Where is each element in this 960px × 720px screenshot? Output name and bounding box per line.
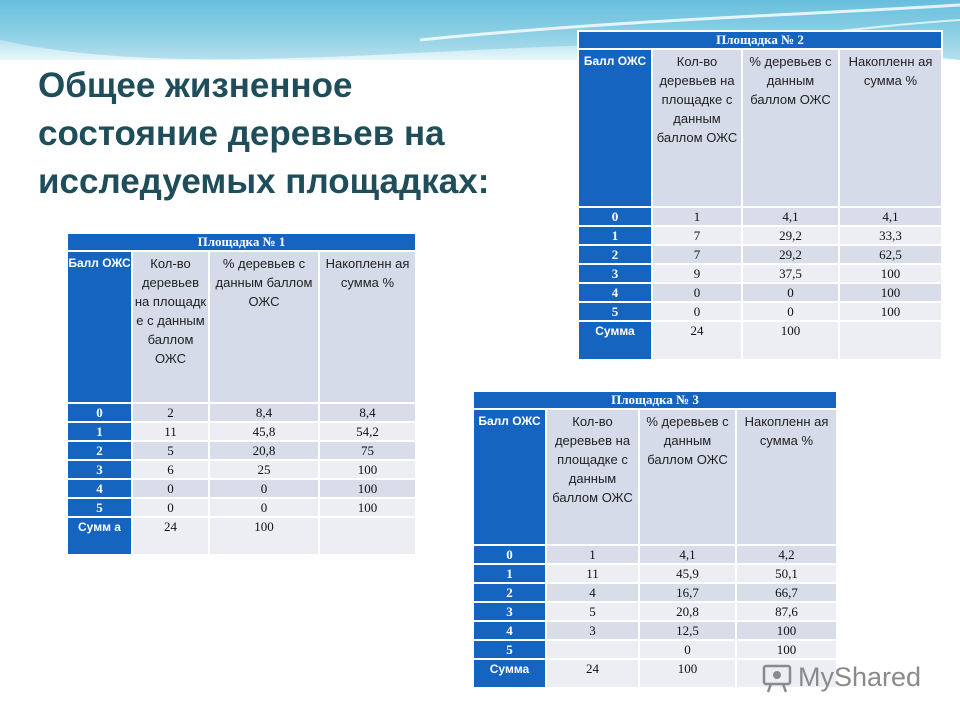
table-row <box>474 546 836 563</box>
table-row <box>68 480 415 497</box>
score-cell: 2 <box>474 584 545 601</box>
plot-2-table <box>577 30 943 361</box>
percent-cell: 45,9 <box>640 565 735 582</box>
percent-cell: 29,2 <box>743 227 838 244</box>
table-row <box>474 565 836 582</box>
cumulative-cell: 4,1 <box>840 208 941 225</box>
percent-cell: 4,1 <box>640 546 735 563</box>
cumulative-cell: 66,7 <box>737 584 836 601</box>
count-cell: 1 <box>547 546 638 563</box>
sum-cumulative-cell <box>840 322 941 359</box>
count-cell: 0 <box>133 480 208 497</box>
plot-1-table <box>66 232 417 556</box>
score-cell: 0 <box>474 546 545 563</box>
watermark-text: MyShared <box>798 661 922 692</box>
table-row <box>579 227 941 244</box>
cumulative-cell: 100 <box>840 265 941 282</box>
percent-cell: 12,5 <box>640 622 735 639</box>
percent-cell: 29,2 <box>743 246 838 263</box>
percent-cell: 0 <box>743 303 838 320</box>
plot-3-table <box>472 390 838 689</box>
table-row <box>474 584 836 601</box>
cumulative-cell: 100 <box>840 303 941 320</box>
slide-title: Общее жизненное состояние деревьев на исследуемых площадках: <box>38 66 490 201</box>
score-cell: 2 <box>68 442 131 459</box>
count-cell: 0 <box>653 303 741 320</box>
sum-percent-cell: 100 <box>640 660 735 687</box>
score-cell: 3 <box>474 603 545 620</box>
column-header-cumulative: Накопленн ая сумма % <box>840 50 941 206</box>
column-header-count: Кол-во деревьев на площадк е с данным баллом ОЖС <box>133 252 208 402</box>
count-cell: 2 <box>133 404 208 421</box>
score-cell: 1 <box>579 227 651 244</box>
percent-cell: 37,5 <box>743 265 838 282</box>
sum-label: Сумм а <box>68 518 131 554</box>
cumulative-cell: 100 <box>320 499 415 516</box>
column-header-score: Балл ОЖС <box>68 252 131 402</box>
count-cell: 6 <box>133 461 208 478</box>
table-row <box>68 423 415 440</box>
cumulative-cell: 8,4 <box>320 404 415 421</box>
sum-percent-cell: 100 <box>743 322 838 359</box>
sum-row <box>579 322 941 359</box>
score-cell: 5 <box>68 499 131 516</box>
sum-label: Сумма <box>579 322 651 359</box>
percent-cell: 0 <box>210 499 318 516</box>
percent-cell: 4,1 <box>743 208 838 225</box>
table-row <box>68 442 415 459</box>
cumulative-cell: 100 <box>737 622 836 639</box>
table-row <box>68 404 415 421</box>
table-row <box>579 284 941 301</box>
score-cell: 5 <box>474 641 545 658</box>
percent-cell: 16,7 <box>640 584 735 601</box>
table-row <box>579 303 941 320</box>
column-header-percent: % деревьев с данным баллом ОЖС <box>743 50 838 206</box>
column-header-count: Кол-во деревьев на площадке с данным баллом ОЖС <box>653 50 741 206</box>
table-caption: Площадка № 2 <box>579 32 941 48</box>
score-cell: 4 <box>579 284 651 301</box>
score-cell: 2 <box>579 246 651 263</box>
column-header-cumulative: Накопленн ая сумма % <box>737 410 836 544</box>
score-cell: 4 <box>68 480 131 497</box>
watermark <box>760 657 940 697</box>
sum-row <box>68 518 415 554</box>
cumulative-cell: 50,1 <box>737 565 836 582</box>
cumulative-cell: 100 <box>320 461 415 478</box>
percent-cell: 0 <box>640 641 735 658</box>
cumulative-cell: 33,3 <box>840 227 941 244</box>
percent-cell: 20,8 <box>640 603 735 620</box>
count-cell: 5 <box>547 603 638 620</box>
score-cell: 3 <box>579 265 651 282</box>
sum-count-cell: 24 <box>547 660 638 687</box>
table-row <box>579 265 941 282</box>
column-header-cumulative: Накопленн ая сумма % <box>320 252 415 402</box>
sum-cumulative-cell <box>320 518 415 554</box>
column-header-percent: % деревьев с данным баллом ОЖС <box>210 252 318 402</box>
column-header-count: Кол-во деревьев на площадке с данным баллом ОЖС <box>547 410 638 544</box>
score-cell: 5 <box>579 303 651 320</box>
sum-count-cell: 24 <box>133 518 208 554</box>
percent-cell: 25 <box>210 461 318 478</box>
cumulative-cell: 75 <box>320 442 415 459</box>
count-cell: 0 <box>133 499 208 516</box>
score-cell: 4 <box>474 622 545 639</box>
table-row <box>579 208 941 225</box>
count-cell: 11 <box>547 565 638 582</box>
count-cell <box>547 641 638 658</box>
table-caption: Площадка № 1 <box>68 234 415 250</box>
column-header-percent: % деревьев с данным баллом ОЖС <box>640 410 735 544</box>
percent-cell: 45,8 <box>210 423 318 440</box>
table-caption: Площадка № 3 <box>474 392 836 408</box>
count-cell: 7 <box>653 246 741 263</box>
percent-cell: 20,8 <box>210 442 318 459</box>
count-cell: 5 <box>133 442 208 459</box>
score-cell: 0 <box>579 208 651 225</box>
count-cell: 3 <box>547 622 638 639</box>
column-header-score: Балл ОЖС <box>474 410 545 544</box>
table-row <box>474 641 836 658</box>
count-cell: 0 <box>653 284 741 301</box>
presentation-board-icon <box>760 660 794 694</box>
count-cell: 1 <box>653 208 741 225</box>
cumulative-cell: 4,2 <box>737 546 836 563</box>
cumulative-cell: 87,6 <box>737 603 836 620</box>
count-cell: 7 <box>653 227 741 244</box>
percent-cell: 0 <box>743 284 838 301</box>
count-cell: 4 <box>547 584 638 601</box>
score-cell: 3 <box>68 461 131 478</box>
cumulative-cell: 100 <box>320 480 415 497</box>
score-cell: 1 <box>68 423 131 440</box>
count-cell: 9 <box>653 265 741 282</box>
percent-cell: 8,4 <box>210 404 318 421</box>
cumulative-cell: 54,2 <box>320 423 415 440</box>
cumulative-cell: 100 <box>737 641 836 658</box>
cumulative-cell: 100 <box>840 284 941 301</box>
cumulative-cell: 62,5 <box>840 246 941 263</box>
table-row <box>68 499 415 516</box>
table-row <box>474 622 836 639</box>
score-cell: 1 <box>474 565 545 582</box>
sum-percent-cell: 100 <box>210 518 318 554</box>
table-row <box>579 246 941 263</box>
table-row <box>474 603 836 620</box>
column-header-score: Балл ОЖС <box>579 50 651 206</box>
score-cell: 0 <box>68 404 131 421</box>
table-row <box>68 461 415 478</box>
count-cell: 11 <box>133 423 208 440</box>
sum-count-cell: 24 <box>653 322 741 359</box>
percent-cell: 0 <box>210 480 318 497</box>
sum-label: Сумма <box>474 660 545 687</box>
